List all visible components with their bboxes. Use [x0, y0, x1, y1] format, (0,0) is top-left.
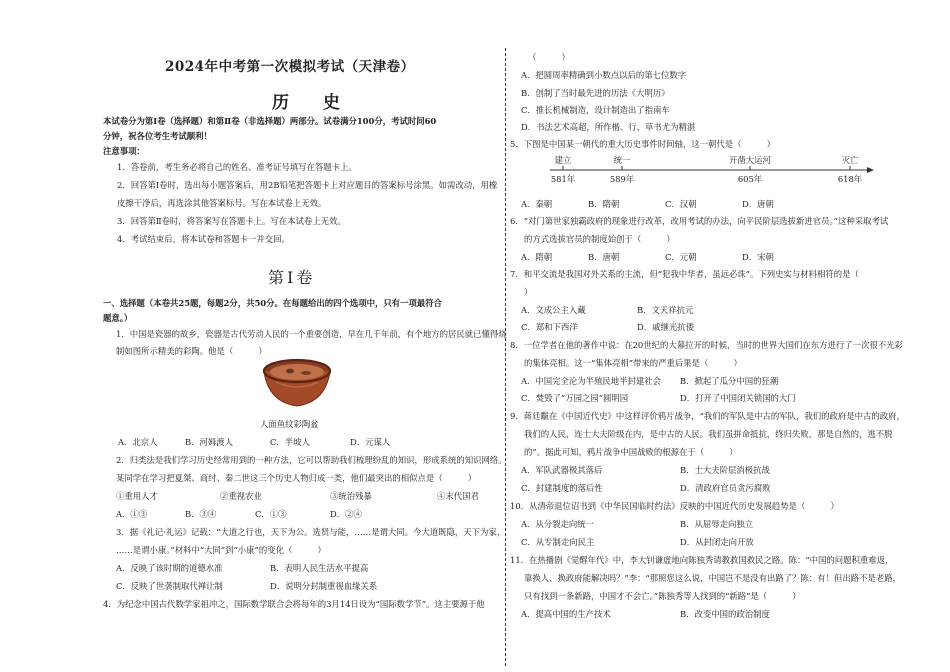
option-a: A．提高中国的生产技术 — [521, 609, 611, 619]
question-8-line-2: 的集体亮相。这一“集体亮相”带来的严重后果是（ ） — [524, 358, 742, 368]
option-a: A．秦朝 — [521, 199, 553, 209]
option-b: B．③④ — [185, 509, 217, 519]
question-11-line-1: 11．在热播剧《觉醒年代》中，李大钊谦虚地向陈独秀请教救国救民之路。陈：“中国的问题积重难返， — [510, 555, 894, 565]
question-1-line-2: 制如图所示精美的彩陶。他是（ ） — [116, 346, 267, 356]
question-5-line-1: 5．下图是中国某一朝代的重大历史事件时间轴，这一朝代是（ ） — [510, 139, 775, 149]
volume-heading: 第Ⅰ卷 — [268, 268, 316, 287]
statement-item: ④末代国君 — [437, 491, 479, 501]
subject-title: 历 史 — [272, 93, 354, 113]
option-d: D．清政府官员贪污腐败 — [680, 483, 771, 493]
question-7-line-2: ） — [524, 287, 533, 297]
option-d: D．打开了中国闭关锁国的大门 — [680, 393, 796, 403]
option-d: D．宋朝 — [742, 252, 774, 262]
timeline-event: 开凿大运河 — [729, 155, 771, 165]
option-b: B．从屈辱走向独立 — [680, 519, 754, 529]
option-c: C．焚毁了“万园之园”圆明园 — [521, 393, 629, 403]
option-c: C．反映了世袭制取代禅让制 — [116, 581, 223, 591]
option-a: A．北京人 — [118, 437, 158, 447]
option-c: C．从专制走向民主 — [521, 537, 595, 547]
note-item: 4．考试结束后，将本试卷和答题卡一并交回。 — [117, 234, 290, 244]
option-b: B．隋朝 — [588, 199, 620, 209]
option-a: A．中国完全沦为半殖民地半封建社会 — [521, 376, 662, 386]
option-c: C．郑和下西洋 — [521, 322, 578, 332]
question-6-line-2: 的方式选拔官员的制度始创于（ ） — [524, 234, 675, 244]
question-2-line-2: 某同学在学习把夏桀、商纣、秦二世这三个历史人物归成一类，他们最突出的相似点是（ ） — [116, 473, 477, 483]
question-10-line-1: 10．从清帝退位诏书到《中华民国临时约法》反映的中国近代历史发展趋势是（ ） — [510, 501, 839, 511]
option-b: B．表明人民生活水平提高 — [270, 563, 369, 573]
option-a: A．把圆周率精确到小数点以后的第七位数字 — [521, 70, 687, 80]
option-d: D．书法艺术高超，所作楷、行、草书尤为精湛 — [521, 122, 696, 132]
question-2-line-1: 2．归类法是我们学习历史经常用到的一种方法，它可以帮助我们梳理纷乱的知识，形成系统的知识网络。 — [116, 455, 507, 465]
timeline-year: 618年 — [837, 174, 863, 184]
option-a: A．军队武器极其落后 — [521, 465, 603, 475]
option-d: D．元谋人 — [350, 437, 391, 447]
option-c: C．汉朝 — [665, 199, 697, 209]
timeline-event: 灭亡 — [841, 155, 859, 165]
question-3-line-1: 3．据《礼记·礼运》记载：“大道之行也，天下为公。选贤与能，……是谓大同。今大道既隐，天下为家， — [116, 527, 506, 537]
question-4-line-2: （ ） — [528, 52, 570, 62]
option-a: A．反映了该时期的道德水准 — [116, 563, 223, 573]
timeline-year: 589年 — [609, 174, 635, 184]
option-c: C．①③ — [255, 509, 287, 519]
statement-item: ②重视农业 — [220, 491, 262, 501]
option-c: C．封建制度的落后性 — [521, 483, 603, 493]
statement-item: ①重用人才 — [116, 491, 158, 501]
option-d: D．②④ — [330, 509, 362, 519]
notes-label: 注意事项： — [103, 146, 145, 156]
option-a: A．隋朝 — [521, 252, 553, 262]
option-d: D．从封闭走向开放 — [680, 537, 754, 547]
question-9-line-1: 9．蒋廷黻在《中国近代史》中这样评价鸦片战争，“我们的军队是中古的军队，我们的政府是中古的政府， — [510, 411, 905, 421]
section-instruction-2: 题意。） — [103, 313, 133, 323]
question-9-line-3: 的”。据此可知，鸦片战争中国战败的根源在于（ ） — [524, 447, 738, 457]
option-b: B．改变中国的政治制度 — [680, 609, 770, 619]
option-b: B．文天祥抗元 — [637, 305, 694, 315]
note-item: 3．回答第Ⅱ卷时，将答案写在答题卡上。写在本试卷上无效。 — [117, 216, 346, 226]
question-7-line-1: 7．和平交流是我国对外关系的主流，但“犯我中华者，虽远必诛”。下列史实与材料相符的是（ — [510, 269, 859, 279]
question-3-line-2: ……是谓小康。”材料中“大同”到“小康”的变化（ ） — [116, 545, 326, 555]
option-d: D．唐朝 — [742, 199, 774, 209]
option-c: C．元朝 — [665, 252, 697, 262]
note-item: 1．答卷前，考生务必将自己的姓名、准考证号填写在答题卡上。 — [117, 162, 357, 172]
note-item: 2．回答第Ⅰ卷时，选出每小题答案后，用2B铅笔把答题卡上对应题目的答案标号涂黑。如需改动，用橡 — [117, 180, 498, 190]
note-item: 皮擦干净后，再选涂其他答案标号。写在本试卷上无效。 — [117, 198, 327, 208]
option-b: B．唐朝 — [588, 252, 620, 262]
section-instruction-1: 一、选择题（本卷共25题，每题2分，共50分。在每题给出的四个选项中，只有一项最符合 — [103, 298, 443, 308]
painted-pottery-basin-image — [262, 358, 332, 410]
question-11-line-2: 靠换人、换政府能解决吗？”李：“那照您这么说，中国岂不是没有出路了？陈：有！但出路不是老路， — [524, 573, 902, 583]
option-b: B．士大夫阶层消极抗战 — [680, 465, 770, 475]
question-1-line-1: 1．中国是瓷器的故乡，瓷器是古代劳动人民的一个重要创造，早在几千年前，有个地方的居民就已懂得烧 — [116, 329, 507, 339]
option-c: C．推长机械制造，设计制造出了指南车 — [521, 105, 670, 115]
option-c: C．半坡人 — [270, 437, 310, 447]
intro-line-2: 分钟，祝各位考生考试顺利！ — [103, 131, 212, 141]
option-a: A．从分裂走向统一 — [521, 519, 595, 529]
timeline-year: 605年 — [737, 174, 763, 184]
question-8-line-1: 8．一位学者在他的著作中说：在20世纪的大幕拉开的时候，当时的世界大国们在东方进行了一次很不光彩 — [510, 340, 903, 350]
statement-item: ③统治残暴 — [330, 491, 372, 501]
option-d: D．戚继光抗倭 — [637, 322, 694, 332]
option-d: D．说明分封制重视血缘关系 — [270, 581, 378, 591]
image-caption: 人面鱼纹彩陶盆 — [260, 419, 319, 429]
column-divider — [505, 48, 506, 666]
timeline-event: 统一 — [613, 155, 631, 165]
question-9-line-2: 我们的人民，连士大夫阶级在内，是中古的人民。我们虽拼命抵抗，终归失败，那是自然的，逃不脱 — [524, 429, 893, 439]
question-6-line-1: 6．“对门第世家独霸政府的现象进行改革，改用考试的办法，向平民阶层选拔新进官员。”这种采取考试 — [510, 216, 889, 226]
option-a: A．①③ — [116, 509, 148, 519]
timeline-chart — [545, 152, 875, 188]
exam-title: 2024年中考第一次模拟考试（天津卷） — [165, 59, 415, 75]
option-b: B．掀起了瓜分中国的狂潮 — [680, 376, 779, 386]
option-a: A．文成公主入藏 — [521, 305, 586, 315]
intro-line-1: 本试卷分为第Ⅰ卷（选择题）和第Ⅱ卷（非选择题）两部分。试卷满分100分，考试时间60 — [103, 116, 437, 126]
timeline-arrow — [867, 167, 874, 173]
question-11-line-3: 只有找到一条新路，中国才不会亡。”陈独秀等人找到的“新路”是（ ） — [524, 591, 801, 601]
option-b: B．河姆渡人 — [185, 437, 234, 447]
timeline-event: 建立 — [554, 155, 572, 165]
option-b: B．创制了当时最先进的历法《大明历》 — [521, 88, 670, 98]
timeline-year: 581年 — [550, 174, 576, 184]
question-4-line-1: 4．为纪念中国古代数学家祖冲之，国际数学联合会将每年的3月14日设为“国际数学节”。这主要源于他 — [103, 599, 485, 609]
